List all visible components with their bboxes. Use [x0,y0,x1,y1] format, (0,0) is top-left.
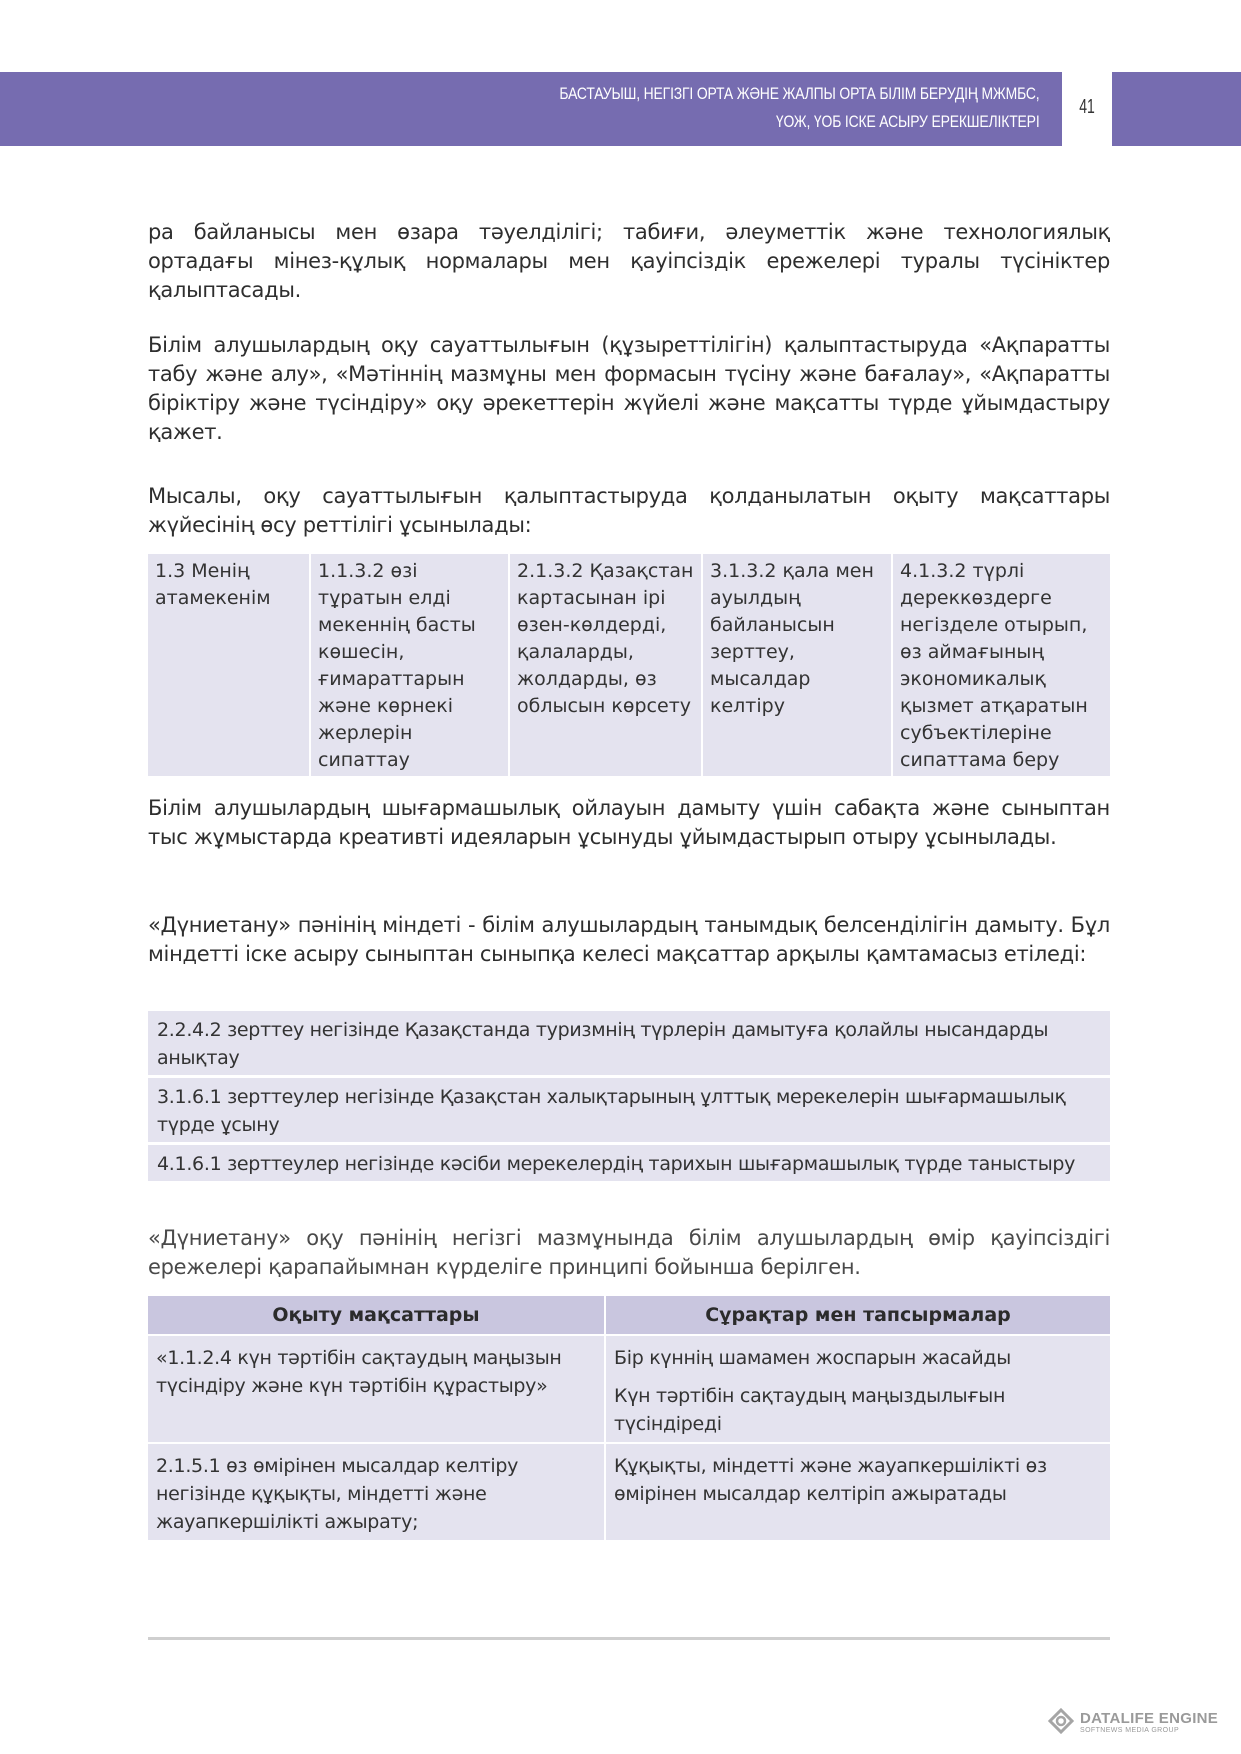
tasks-cell [605,1443,1110,1541]
table-row [148,554,1110,776]
paragraph-6-container [148,1224,1110,1282]
safety-objectives-table [148,1296,1110,1542]
table-cell: 3.1.3.2 қала мен ауылдың байланысын зерттеу, мысалдар келтіру [702,554,892,776]
objectives-table [148,1011,1110,1184]
paragraph: «Дүниетану» пәнінің міндеті - білім алушылардың танымдық белсенділігін дамыту. Бұл міндетті іске асыру сыныптан сыныпқа келесі мақсаттар арқылы қамтамасыз етіледі: [148,913,1110,966]
task-text: Құқықты, міндетті және жауапкершілікті өз өмірінен мысалдар келтіріп ажыратады [614,1455,1047,1505]
paragraph-2-container [148,331,1110,447]
column-header: Сұрақтар мен тапсырмалар [605,1296,1110,1335]
header-band [0,72,1062,146]
footer-divider [148,1637,1110,1640]
table-cell: 3.1.6.1 зерттеулер негізінде Қазақстан халықтарының ұлттық мерекелерін шығармашылық түрде ұсыну [148,1077,1110,1144]
table-row [148,1443,1110,1541]
header-title-line-1: БАСТАУЫШ, НЕГІЗГІ ОРТА ЖӘНЕ ЖАЛПЫ ОРТА БІЛІМ БЕРУДІҢ МЖМБС, [559,84,1040,103]
table-cell: 4.1.6.1 зерттеулер негізінде кәсіби мерекелердің тарихын шығармашылық түрде таныстыру [148,1144,1110,1183]
table-row [148,1077,1110,1144]
table-cell: 1.3 Менің атамекенім [148,554,310,776]
task-text: Бір күннің шамамен жоспарын жасайды [614,1347,1011,1369]
page-number: 41 [1079,96,1095,118]
table-header-row [148,1296,1110,1335]
paragraph: «Дүниетану» оқу пәнінің негізгі мазмұнында білім алушылардың өмір қауіпсіздігі ережелері қарапайымнан күрделіге принципі бойынша берілген. [148,1226,1110,1279]
table-cell: 4.1.3.2 түрлі дереккөздерге негізделе отырып, өз аймағының экономикалық қызмет атқаратын субъектілеріне сипаттама беру [892,554,1110,776]
objective-cell: «1.1.2.4 күн тәртібін сақтаудың маңызын түсіндіру және күн тәртібін құрастыру» [148,1335,605,1443]
column-header: Оқыту мақсаттары [148,1296,605,1335]
table-cell: 1.1.3.2 өзі тұратын елді мекеннің басты көшесін, ғимараттарын және көрнекі жерлерін сипаттау [310,554,509,776]
tasks-cell [605,1335,1110,1443]
paragraph: Мысалы, оқу сауаттылығын қалыптастыруда қолданылатын оқыту мақсаттары жүйесінің өсу реттілігі ұсынылады: [148,484,1110,537]
table-row [148,1335,1110,1443]
table-cell: 2.1.3.2 Қазақстан картасынан ірі өзен-көлдерді, қалаларды, жолдарды, өз облысын көрсету [509,554,702,776]
running-header-title [560,80,1040,136]
header-band-right [1112,72,1241,146]
progression-table [148,554,1110,776]
paragraph: ра байланысы мен өзара тәуелділігі; табиғи, әлеуметтік және технологиялық ортадағы мінез-құлық нормалары мен қауіпсіздік ережелері туралы түсініктер қалыптасады. [148,220,1110,302]
task-text: Күн тәртібін сақтаудың маңыздылығын түсіндіреді [614,1385,1006,1435]
paragraph-5-container [148,911,1110,969]
watermark-title: DATALIFE ENGINE [1080,1710,1219,1727]
paragraph-1-container [148,218,1110,305]
paragraph-3-container [148,482,1110,540]
watermark [1048,1708,1218,1738]
paragraph-4-container [148,794,1110,852]
table-row [148,1144,1110,1183]
header-title-line-2: ҮОЖ, ҮОБ ІСКЕ АСЫРУ ЕРЕКШЕЛІКТЕРІ [776,112,1040,131]
datalife-logo-icon [1048,1708,1074,1738]
objective-cell: 2.1.5.1 өз өмірінен мысалдар келтіру негізінде құқықты, міндетті және жауапкершілікті ажырату; [148,1443,605,1541]
watermark-subtitle: SOFTNEWS MEDIA GROUP [1080,1727,1180,1734]
paragraph: Білім алушылардың оқу сауаттылығын (құзыреттілігін) қалыптастыруда «Ақпаратты табу және алу», «Мәтіннің мазмұны мен формасын түсіну және бағалау», «Ақпаратты біріктіру және түсіндіру» оқу әрекеттерін жүйелі және мақсатты түрде ұйымдастыру қажет. [148,333,1110,444]
table-row [148,1011,1110,1077]
table-cell: 2.2.4.2 зерттеу негізінде Қазақстанда туризмнің түрлерін дамытуға қолайлы нысандарды анықтау [148,1011,1110,1077]
paragraph: Білім алушылардың шығармашылық ойлауын дамыту үшін сабақта және сыныптан тыс жұмыстарда креативті идеяларын ұсынуды ұйымдастырып отыру ұсынылады. [148,796,1110,849]
